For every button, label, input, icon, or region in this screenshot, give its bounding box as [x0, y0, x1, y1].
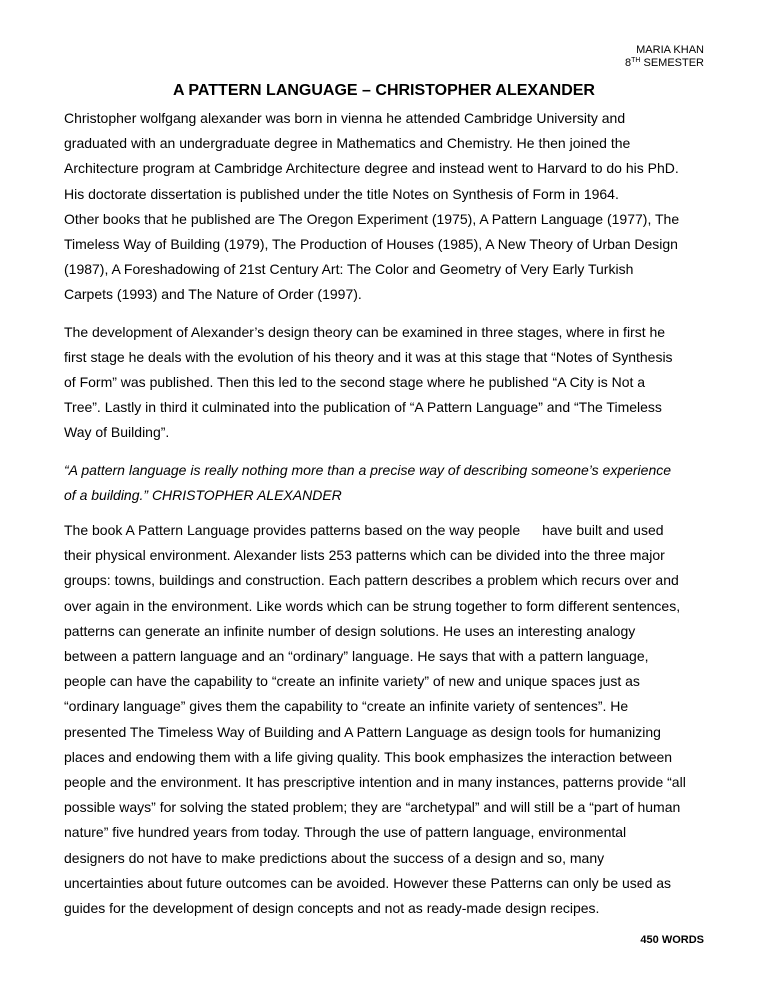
text-line: people can have the capability to “create an infinite variety” of new and unique spaces just as: [64, 673, 640, 690]
text-line: Other books that he published are The Oregon Experiment (1975), A Pattern Language (1977), The: [64, 210, 680, 227]
text-line: His doctorate dissertation is published under the title Notes on Synthesis of Form in 1964.: [64, 185, 619, 202]
text-line: uncertainties about future outcomes can be avoided. However these Patterns can only be used as: [64, 874, 672, 891]
author-name: MARIA KHAN: [636, 44, 704, 56]
text-line: graduated with an undergraduate degree in Mathematics and Chemistry. He then joined the: [64, 135, 631, 152]
text-line: Architecture program at Cambridge Architecture degree and instead went to Harvard to do his PhD.: [64, 160, 679, 177]
text-segment: have built and used: [542, 522, 664, 539]
text-line: Carpets (1993) and The Nature of Order (1997).: [64, 286, 362, 303]
semester-number: 8: [624, 57, 632, 69]
quote-block: [64, 458, 716, 508]
text-line: their physical environment. Alexander lists 253 patterns which can be divided into the three major: [64, 547, 665, 564]
text-line: “ordinary language” gives them the capability to “create an infinite variety of sentences”. He: [64, 698, 629, 715]
quote-line: of a building.” CHRISTOPHER ALEXANDER: [64, 486, 342, 503]
text-line: people and the environment. It has prescriptive intention and in many instances, patterns provide “all: [64, 774, 686, 791]
text-line: possible ways” for solving the stated problem; they are “archetypal” and will still be a “part of human: [64, 799, 681, 816]
paragraph-biography: [64, 106, 716, 308]
text-line: Tree”. Lastly in third it culminated into the publication of “A Pattern Language” and “The Timeless: [64, 399, 662, 416]
text-line: [64, 518, 716, 543]
paragraph-development: [64, 320, 716, 446]
quote-line: “A pattern language is really nothing more than a precise way of describing someone’s experience: [64, 461, 672, 478]
paragraph-book-summary: [64, 518, 716, 921]
semester-suffix: TH: [631, 57, 641, 64]
text-line: over again in the environment. Like words which can be strung together to form different sentences,: [64, 597, 681, 614]
text-line: places and endowing them with a life giving quality. This book emphasizes the interaction between: [64, 748, 673, 765]
semester-text: SEMESTER: [640, 57, 704, 69]
text-line: guides for the development of design concepts and not as ready-made design recipes.: [64, 900, 600, 917]
text-line: presented The Timeless Way of Building and A Pattern Language as design tools for humanizing: [64, 723, 661, 740]
document-title: A PATTERN LANGUAGE – CHRISTOPHER ALEXANDER: [173, 82, 595, 99]
text-line: between a pattern language and an “ordinary” language. He says that with a pattern language,: [64, 648, 649, 665]
text-segment: The book A Pattern Language provides patterns based on the way people: [64, 522, 521, 539]
text-line: nature” five hundred years from today. Through the use of pattern language, environmental: [64, 824, 627, 841]
text-line: patterns can generate an infinite number of design solutions. He uses an interesting analogy: [64, 622, 636, 639]
text-line: The development of Alexander’s design theory can be examined in three stages, where in first he: [64, 323, 666, 340]
text-line: (1987), A Foreshadowing of 21st Century Art: The Color and Geometry of Very Early Turkish: [64, 261, 634, 278]
text-line: of Form” was published. Then this led to the second stage where he published “A City is Not a: [64, 374, 646, 391]
text-line: designers do not have to make predictions about the success of a design and so, many: [64, 849, 605, 866]
word-count: 450 WORDS: [640, 934, 704, 946]
text-line: Christopher wolfgang alexander was born in vienna he attended Cambridge University and: [64, 110, 626, 126]
text-line: Timeless Way of Building (1979), The Production of Houses (1985), A New Theory of Urban Design: [64, 236, 678, 253]
document-body: [64, 106, 716, 921]
semester-label: [625, 57, 704, 70]
text-line: groups: towns, buildings and construction. Each pattern describes a problem which recurs over and: [64, 572, 679, 589]
text-line: Way of Building”.: [64, 424, 170, 441]
text-line: first stage he deals with the evolution of his theory and it was at this stage that “Notes of Synthesis: [64, 348, 673, 365]
document-header-info: [625, 44, 704, 70]
